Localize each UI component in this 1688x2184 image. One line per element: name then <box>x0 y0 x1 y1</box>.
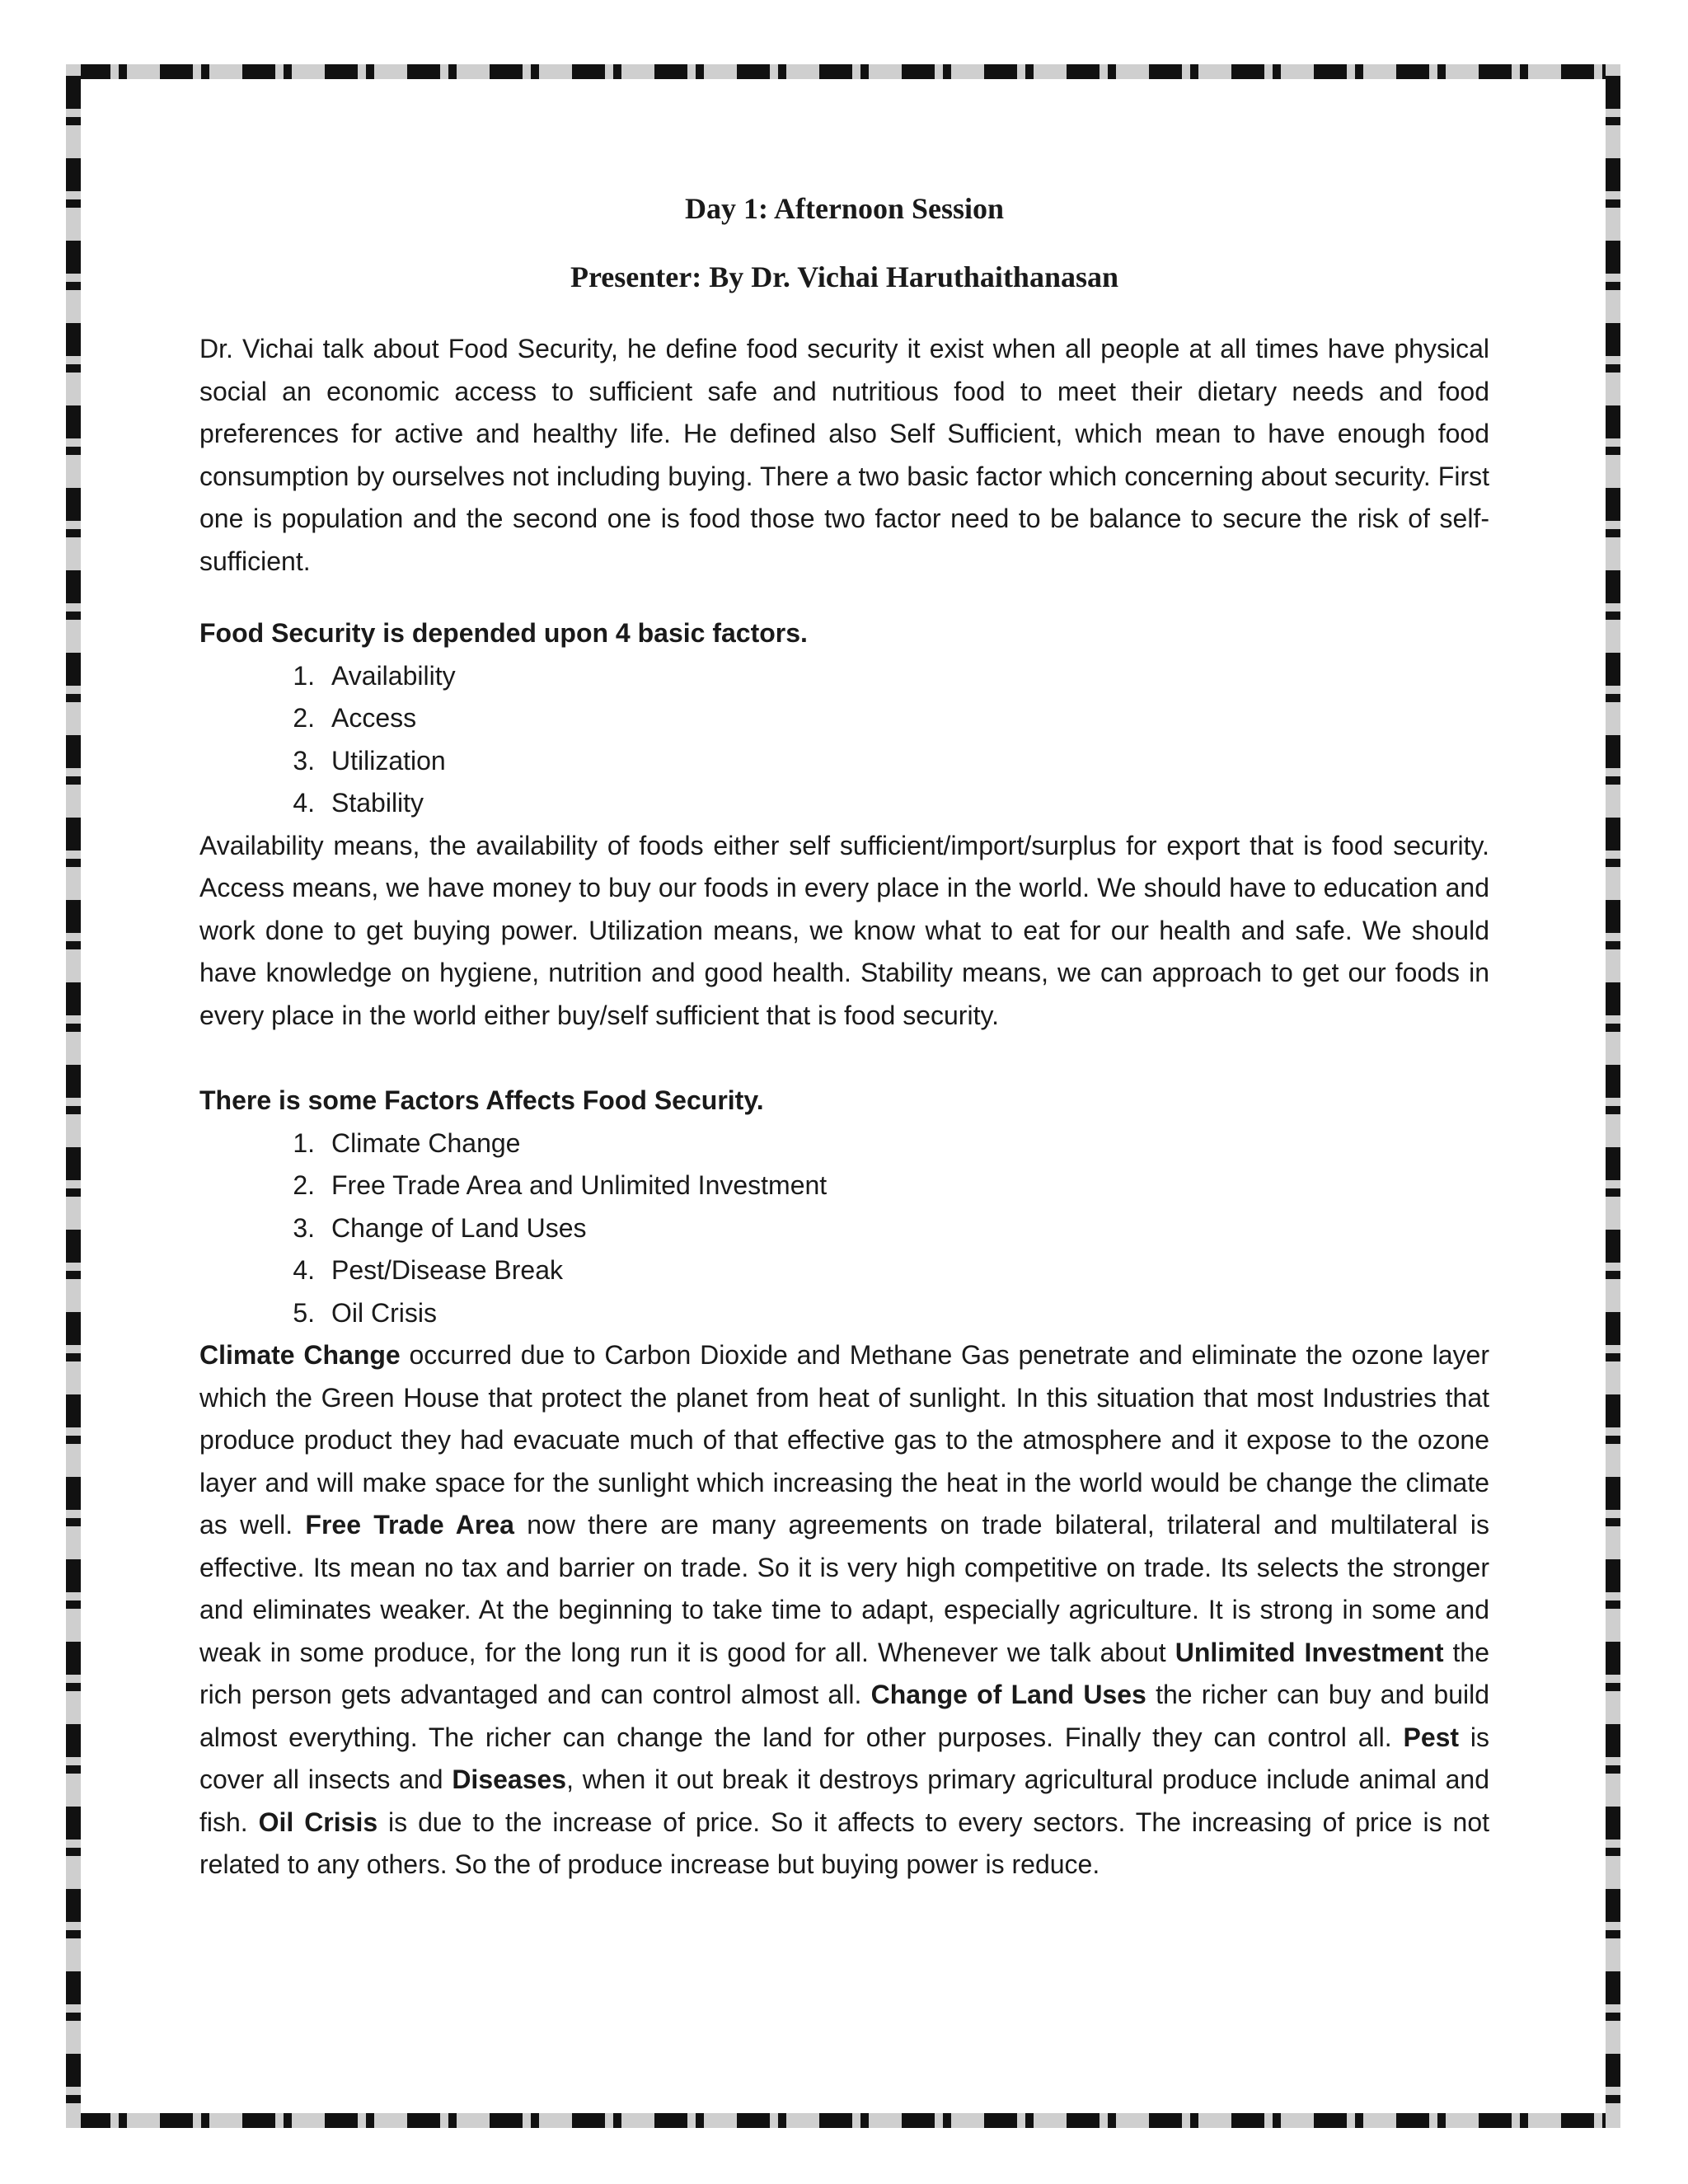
affecting-factors-explanation: Climate Change occurred due to Carbon Dioxide and Methane Gas penetrate and eliminate the ozone layer which the Green House that protect the planet from heat of sunlight. In this situation that most Industries that produce product they had evacuate much of that effective gas to the atmosphere and it expose to the ozone layer and will make space for the sunlight which increasing the heat in the world would be change the climate as well. Free Trade Area now there are many agreements on trade bilateral, trilateral and multilateral is effective. Its mean no tax and barrier on trade. So it is very high competitive on trade. Its selects the stronger and eliminates weaker. At the beginning to take time to adapt, especially agriculture. It is strong in some and weak in some produce, for the long run it is good for all. Whenever we talk about Unlimited Investment the rich person gets advantaged and can control almost all. Change of Land Uses the richer can buy and build almost everything. The richer can change the land for other purposes. Finally they can control all. Pest is cover all insects and Diseases, when it out break it destroys primary agricultural produce include animal and fish. Oil Crisis is due to the increase of price. So it affects to every sectors. The increasing of price is not related to any others. So the of produce increase but buying power is reduce. <box>199 1340 1490 1880</box>
page-border-top <box>66 64 1620 79</box>
list-item: 2. Access <box>293 703 417 733</box>
basic-factors-heading: Food Security is depended upon 4 basic factors. <box>199 618 808 649</box>
basic-factors-list <box>199 655 1489 825</box>
affecting-factors-heading: There is some Factors Affects Food Security. <box>199 1085 764 1116</box>
page-border-bottom <box>66 2113 1620 2128</box>
list-item: 5. Oil Crisis <box>293 1297 437 1328</box>
page-border-left <box>66 64 81 2128</box>
affecting-factors-list <box>199 1122 1489 1335</box>
intro-paragraph: Dr. Vichai talk about Food Security, he define food security it exist when all people at all times have physical social an economic access to sufficient safe and nutritious food to meet their dietary needs and food preferences for active and healthy life. He defined also Self Sufficient, which mean to have enough food consumption by ourselves not including buying. There a two basic factor which concerning about security. First one is population and the second one is food those two factor need to be balance to secure the risk of self-sufficient. <box>199 334 1489 576</box>
list-item: 1. Climate Change <box>293 1127 521 1158</box>
list-item: 2. Free Trade Area and Unlimited Investment <box>293 1170 828 1201</box>
session-title: Day 1: Afternoon Session <box>684 192 1005 225</box>
list-item: 3. Utilization <box>293 745 446 776</box>
basic-factors-explanation: Availability means, the availability of foods either self sufficient/import/surplus for export that is food security. Access means, we have money to buy our foods in every place in the world. We should have to education and work done to get buying power. Utilization means, we know what to eat for our health and safe. We should have knowledge on hygiene, nutrition and good health. Stability means, we can approach to get our foods in every place in the world either buy/self sufficient that is food security. <box>199 830 1489 1030</box>
presenter-title: Presenter: By Dr. Vichai Haruthaithanasan <box>570 260 1118 294</box>
document-body <box>199 191 1489 1886</box>
list-item: 4. Stability <box>293 788 424 818</box>
list-item: 1. Availability <box>293 660 456 691</box>
page-border-right <box>1606 64 1620 2128</box>
list-item: 3. Change of Land Uses <box>293 1212 587 1243</box>
list-item: 4. Pest/Disease Break <box>293 1255 564 1286</box>
